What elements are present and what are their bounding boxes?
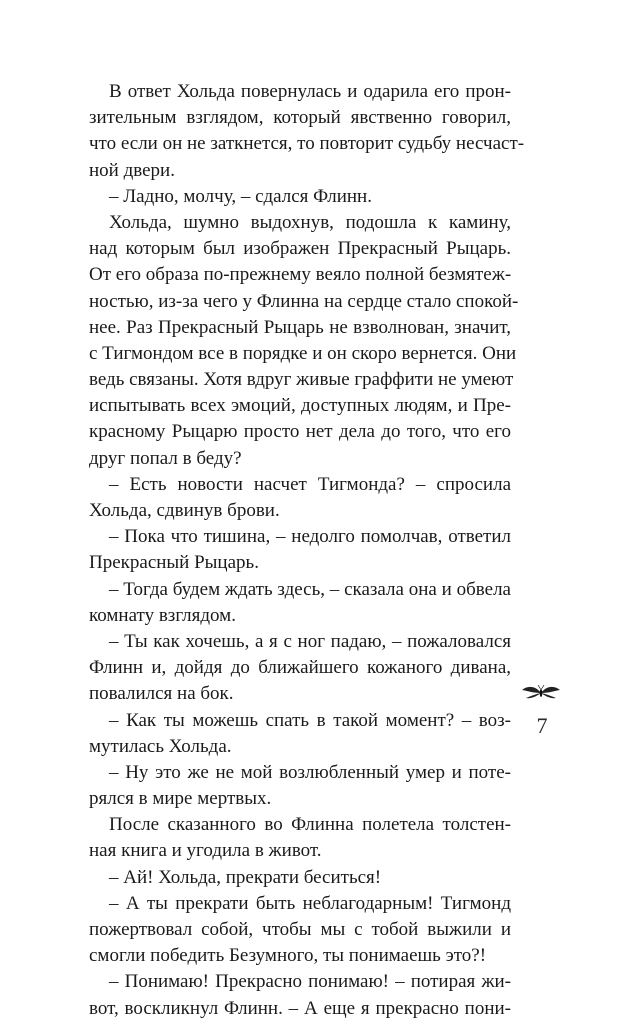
text-line: нее. Раз Прекрасный Рыцарь не взволнован, значит,: [89, 316, 511, 338]
text-line: После сказанного во Флинна полетела толстен-: [109, 814, 511, 836]
text-line: Флинн и, дойдя до ближайшего кожаного дивана,: [89, 657, 511, 679]
text-line: Хольда, шумно выдохнув, подошла к камину,: [109, 211, 511, 233]
text-line: – Ай! Хольда, прекрати беситься!: [109, 866, 382, 888]
text-line: Прекрасный Рыцарь.: [89, 552, 259, 574]
text-line: – Ты как хочешь, а я с ног падаю, – пожаловался: [109, 630, 511, 652]
butterfly-icon: [521, 684, 561, 702]
text-line: друг попал в беду?: [89, 447, 242, 469]
text-line: От его образа по-прежнему веяло полной безмятеж-: [89, 264, 512, 286]
text-line: – Понимаю! Прекрасно понимаю! – потирая жи-: [109, 971, 511, 993]
text-line: – Ну это же не мой возлюбленный умер и поте-: [109, 761, 511, 783]
text-line: – Пока что тишина, – недолго помолчав, ответил: [109, 526, 511, 548]
text-line: – А ты прекрати быть неблагодарным! Тигмонд: [109, 892, 511, 914]
text-line: пожертвовал собой, чтобы мы с тобой выжили и: [89, 919, 511, 940]
text-line: комнату взглядом.: [89, 604, 236, 626]
text-line: ная книга и угодила в живот.: [89, 840, 322, 862]
text-line: красному Рыцарю просто нет дела до того, что его: [89, 421, 511, 443]
text-line: ностью, из-за чего у Флинна на сердце стало спокой-: [89, 290, 519, 312]
text-line: с Тигмондом все в порядке и он скоро вернется. Они: [89, 342, 517, 364]
text-line: вот, воскликнул Флинн. – А еще я прекрасно пони-: [89, 997, 511, 1019]
text-line: испытывать всех эмоций, доступных людям, и Пре-: [89, 395, 511, 417]
text-line: – Как ты можешь спать в такой момент? – воз-: [109, 709, 511, 731]
text-line: Хольда, сдвинув брови.: [89, 500, 280, 521]
text-line: – Ладно, молчу, – сдался Флинн.: [109, 185, 372, 207]
text-line: – Есть новости насчет Тигмонда? – спросила: [109, 473, 511, 495]
text-line: ной двери.: [89, 159, 175, 181]
text-line: смогли победить Безумного, ты понимаешь это?!: [89, 945, 487, 967]
text-line: зительным взглядом, который явственно говорил,: [89, 107, 511, 129]
text-line: ведь связаны. Хотя вдруг живые граффити не умеют: [89, 369, 514, 391]
text-line: что если он не заткнется, то повторит судьбу несчаст-: [89, 133, 525, 155]
text-line: над которым был изображен Прекрасный Рыцарь.: [89, 238, 511, 260]
page-number: 7: [536, 713, 548, 738]
text-line: В ответ Хольда повернулась и одарила его прон-: [109, 81, 511, 102]
text-line: – Тогда будем ждать здесь, – сказала она и обвела: [109, 578, 511, 600]
text-line: повалился на бок.: [89, 683, 234, 705]
body-text: [89, 79, 525, 1022]
text-line: рялся в мире мертвых.: [89, 788, 272, 810]
text-line: мутилась Хольда.: [89, 735, 232, 757]
